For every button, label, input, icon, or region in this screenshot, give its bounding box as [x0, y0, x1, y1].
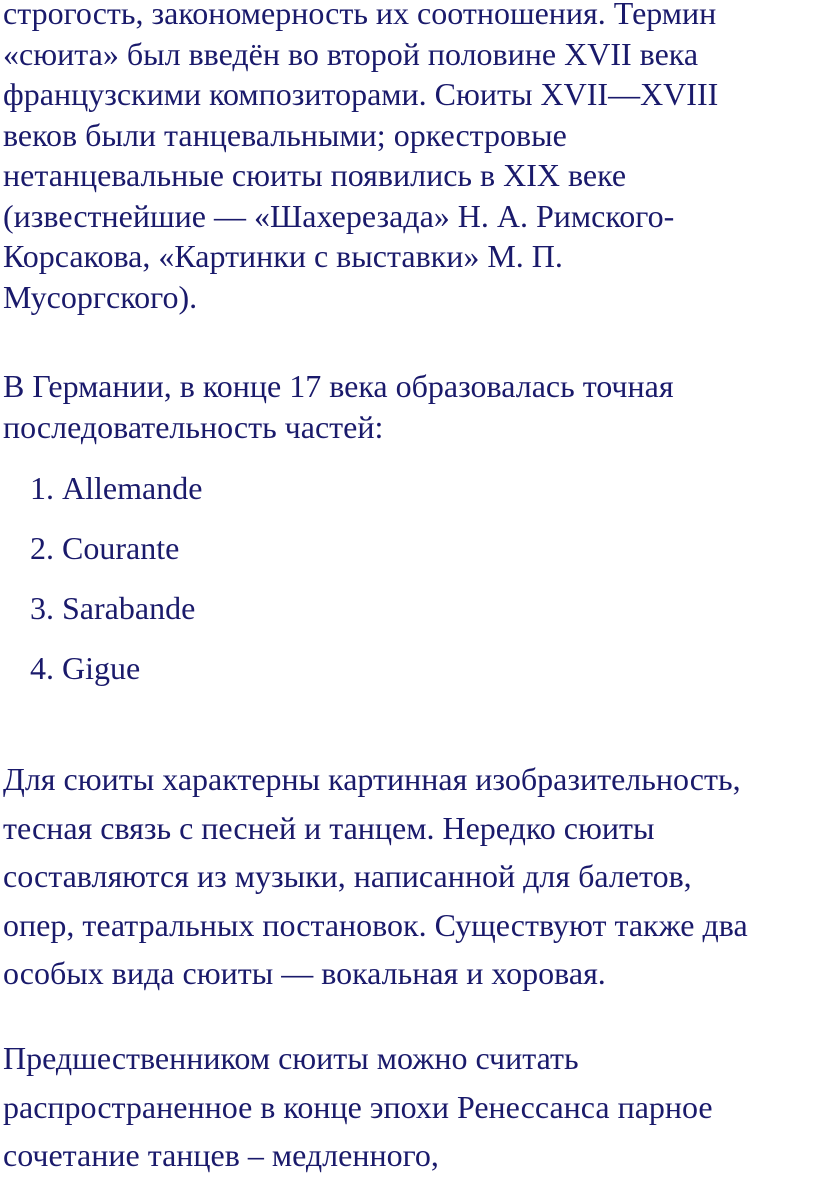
list-item-label: Allemande	[62, 470, 203, 506]
list-item-number: 3.	[30, 590, 54, 626]
text-line: Для сюиты характерны картинная изобразительность,	[3, 761, 741, 797]
list-item-label: Courante	[62, 530, 180, 566]
text-line: (известнейшие — «Шахерезада» Н. А. Римского-	[3, 197, 675, 234]
text-line: строгость, закономерность их соотношения. Термин	[3, 0, 717, 31]
text-line: последовательность частей:	[3, 408, 384, 445]
list-item-label: Gigue	[62, 650, 141, 686]
list-item-label: Sarabande	[62, 590, 196, 626]
text-line: «сюита» был введён во второй половине XVII века	[3, 35, 699, 72]
paragraph-germany-intro	[3, 366, 815, 447]
text-line: нетанцевальные сюиты появились в XIX веке	[3, 157, 627, 193]
text-line: Мусоргского).	[3, 278, 198, 315]
text-line: В Германии, в конце 17 века образовалась точная	[3, 368, 674, 404]
text-line: французскими композиторами. Сюиты XVII—XVIII	[3, 76, 719, 112]
text-line: Корсакова, «Картинки с выставки» М. П.	[3, 238, 563, 274]
text-line: распространенное в конце эпохи Ренессанса парное	[3, 1088, 713, 1125]
text-line: тесная связь с песней и танцем. Нередко сюиты	[3, 809, 655, 846]
text-line: Предшественником сюиты можно считать	[3, 1040, 579, 1076]
list-item-number: 4.	[30, 650, 54, 686]
list-item-number: 2.	[30, 530, 54, 566]
text-line: веков были танцевальными; оркестровые	[3, 116, 567, 153]
text-line: сочетание танцев – медленного,	[3, 1137, 439, 1173]
text-line: особых вида сюиты — вокальная и хоровая.	[3, 955, 606, 991]
text-line: составляются из музыки, написанной для балетов,	[3, 858, 692, 894]
text-line: опер, театральных постановок. Существуют также два	[3, 906, 748, 943]
list-item-number: 1.	[30, 470, 54, 506]
paragraph-suite-characteristics	[3, 755, 815, 998]
paragraph-suite-predecessor	[3, 1034, 815, 1180]
paragraph-suite-history	[3, 0, 815, 317]
